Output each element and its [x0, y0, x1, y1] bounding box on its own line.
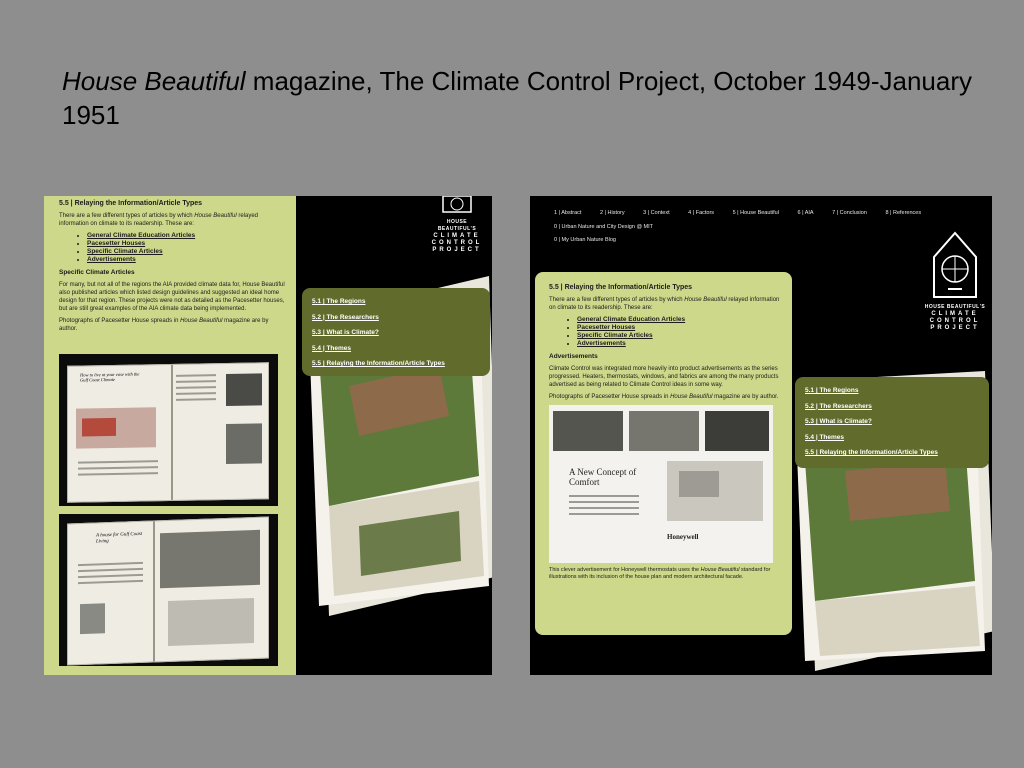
nav-item-regions[interactable]: 5.1 | The Regions: [312, 298, 366, 305]
logo-line4: PROJECT: [930, 325, 980, 331]
logo-line2: CLIMATE: [931, 311, 979, 317]
topnav-factors[interactable]: 4 | Factors: [688, 210, 715, 216]
right-screenshot: [530, 196, 992, 675]
list-item[interactable]: • Specific Climate Articles: [87, 248, 288, 256]
logo-line3: CONTROL: [929, 318, 981, 324]
topnav-blog[interactable]: 0 | My Urban Nature Blog: [554, 237, 616, 243]
list-item[interactable]: • General Climate Education Articles: [87, 232, 288, 240]
nav-item-regions[interactable]: 5.1 | The Regions: [805, 387, 859, 394]
globe-house-icon: [437, 196, 477, 214]
magazine-title: A house for Gulf Coast Living: [96, 531, 143, 545]
photo-credit: Photographs of Pacesetter House spreads in House Beautiful magazine are by author.: [549, 394, 779, 400]
photo-credit: Photographs of Pacesetter House spreads in House Beautiful magazine are by author.: [59, 318, 269, 332]
logo-line1: HOUSE BEAUTIFUL'S: [437, 219, 477, 232]
paragraph: For many, but not all of the regions the AIA provided climate data for, House Beautiful also published articles which listed design guidelines and suggested an ideal home design for that region. These projects were not as detailed as the Pacesetter houses, but are still great examples of the AIA climate data being implemented.: [59, 282, 285, 312]
nav-item-climate[interactable]: 5.3 | What is Climate?: [805, 418, 872, 425]
topnav-urban-nature[interactable]: 0 | Urban Nature and City Design @ MIT: [554, 223, 654, 230]
subheading: Specific Climate Articles: [59, 269, 135, 276]
ad-brand: Honeywell: [667, 533, 699, 541]
ad-title: A New Concept of Comfort: [569, 467, 637, 487]
logo-line2: CLIMATE: [433, 233, 481, 239]
section-nav: [302, 288, 490, 376]
article-type-list: [59, 232, 288, 264]
title-rest: magazine, The Climate Control Project, October 1949-January 1951: [62, 66, 972, 130]
nav-item-relaying[interactable]: 5.5 | Relaying the Information/Article Types: [312, 360, 445, 367]
globe-house-icon: [930, 229, 980, 299]
subheading: Advertisements: [549, 353, 598, 360]
nav-item-relaying[interactable]: 5.5 | Relaying the Information/Article Types: [805, 449, 938, 456]
list-item[interactable]: • Pacesetter Houses: [577, 324, 780, 332]
article-type-list: [549, 316, 780, 348]
magazine-title: How to live at your ease with the Gulf Coast Climate: [80, 371, 140, 383]
list-item[interactable]: • General Climate Education Articles: [577, 316, 780, 324]
list-item[interactable]: • Advertisements: [87, 256, 288, 264]
logo-line1: HOUSE BEAUTIFUL'S: [924, 304, 986, 310]
topnav-house-beautiful[interactable]: 5 | House Beautiful: [732, 210, 779, 216]
topnav-conclusion[interactable]: 7 | Conclusion: [832, 210, 867, 216]
topnav-aia[interactable]: 6 | AIA: [797, 210, 814, 216]
slide-title: [62, 64, 982, 132]
nav-item-themes[interactable]: 5.4 | Themes: [312, 344, 352, 352]
magazine-photo-1: [59, 354, 278, 506]
topnav-context[interactable]: 3 | Context: [643, 210, 670, 216]
intro-text: There are a few different types of articles by which House Beautiful relayed information on climate to its readership. These are:: [59, 213, 259, 227]
section-heading: 5.5 | Relaying the Information/Article Types: [59, 200, 203, 207]
topnav-abstract[interactable]: 1 | Abstract: [554, 210, 582, 216]
topnav-references[interactable]: 8 | References: [885, 210, 922, 216]
site-logo: [923, 229, 987, 332]
list-item[interactable]: • Pacesetter Houses: [87, 240, 288, 248]
nav-item-researchers[interactable]: 5.2 | The Researchers: [805, 402, 872, 410]
logo-line4: PROJECT: [432, 247, 482, 253]
ad-caption: This clever advertisement for Honeywell thermostats uses the House Beautiful standard for illustrations with its inclusion of the house plan and modern architectural facade.: [549, 567, 771, 580]
paragraph: Climate Control was integrated more heavily into product advertisements as the series progressed. Heaters, thermostats, windows, and fabrics are among the many products advertised as being related to Climate Control ideas in some way.: [549, 366, 779, 388]
content-panel: [535, 272, 792, 635]
title-italic: House Beautiful: [62, 66, 246, 96]
section-heading: 5.5 | Relaying the Information/Article Types: [549, 284, 693, 291]
logo-line3: CONTROL: [431, 240, 483, 246]
section-nav: [795, 377, 989, 468]
intro-text: There are a few different types of articles by which House Beautiful relayed information on climate to its readership. These are:: [549, 297, 780, 311]
nav-item-researchers[interactable]: 5.2 | The Researchers: [312, 313, 379, 321]
topnav-history[interactable]: 2 | History: [599, 210, 625, 216]
nav-item-climate[interactable]: 5.3 | What is Climate?: [312, 329, 379, 336]
left-screenshot: [44, 196, 492, 675]
honeywell-ad-photo: [549, 405, 773, 563]
top-nav: [554, 207, 921, 248]
list-item[interactable]: • Specific Climate Articles: [577, 332, 780, 340]
site-logo: [427, 196, 487, 254]
list-item[interactable]: • Advertisements: [577, 340, 780, 348]
magazine-photo-2: [59, 514, 278, 666]
nav-item-themes[interactable]: 5.4 | Themes: [805, 433, 845, 441]
